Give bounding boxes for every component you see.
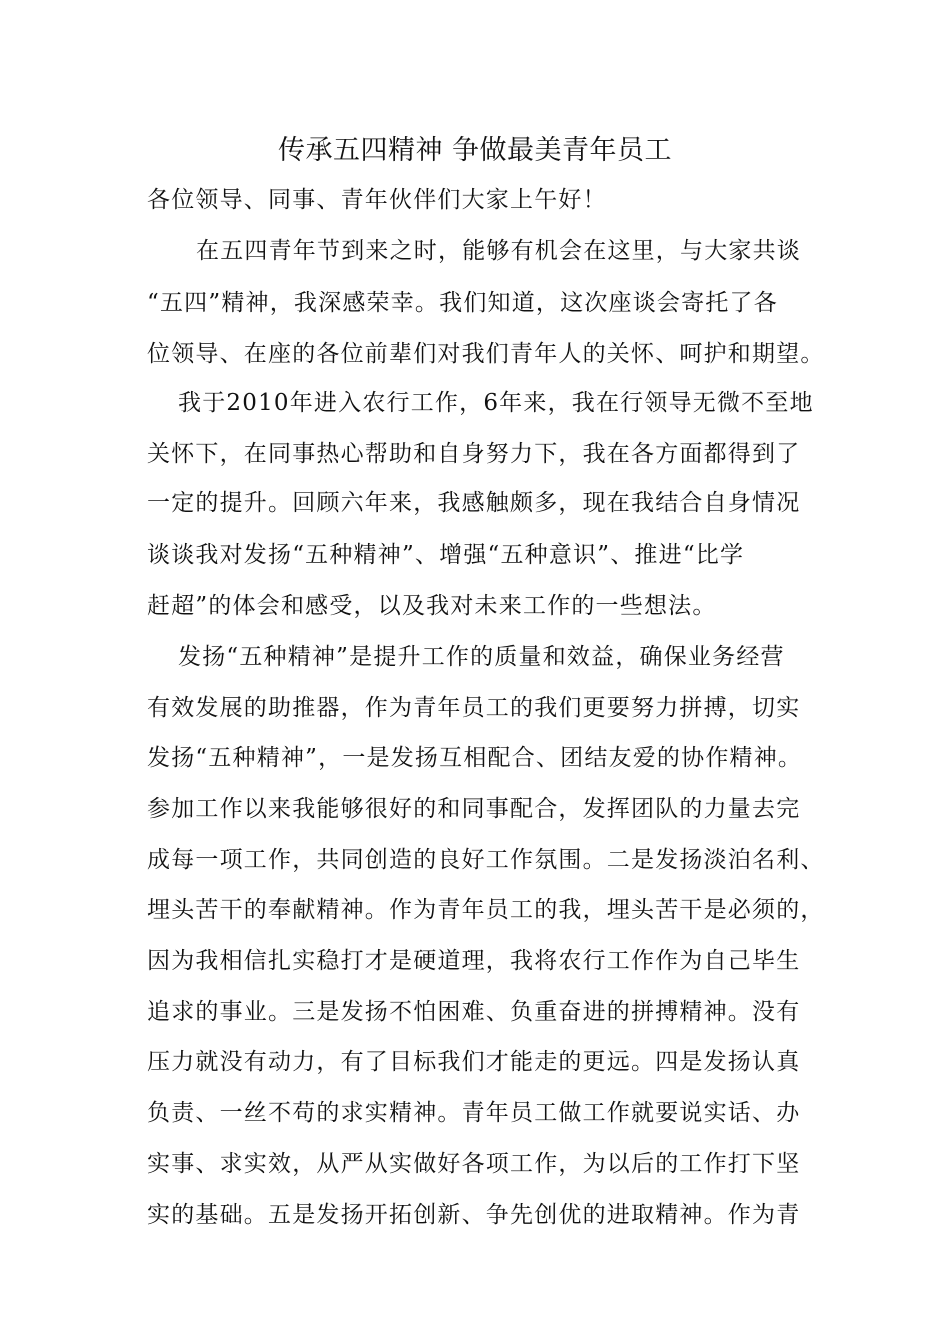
paragraph-line: 一定的提升。回顾六年来，我感触颇多，现在我结合自身情况 [147, 490, 801, 516]
paragraph-line: 埋头苦干的奉献精神。作为青年员工的我，埋头苦干是必须的， [147, 897, 825, 923]
paragraph-line: 我于2010年进入农行工作，6年来，我在行领导无微不至地 [178, 390, 814, 416]
paragraph-line: 有效发展的助推器，作为青年员工的我们更要努力拼搏，切实 [147, 695, 801, 721]
paragraph-line: 位领导、在座的各位前辈们对我们青年人的关怀、呵护和期望。 [147, 341, 825, 367]
greeting-line: 各位领导、同事、青年伙伴们大家上午好！ [147, 187, 607, 213]
document-title: 传承五四精神 争做最美青年员工 [277, 135, 673, 166]
paragraph-line: 成每一项工作，共同创造的良好工作氛围。二是发扬淡泊名利、 [147, 847, 825, 873]
paragraph-line: 实事、求实效，从严从实做好各项工作，为以后的工作打下坚 [147, 1151, 801, 1177]
paragraph-line: 负责、一丝不苟的求实精神。青年员工做工作就要说实话、办 [147, 1100, 801, 1126]
paragraph-line: 参加工作以来我能够很好的和同事配合，发挥团队的力量去完 [147, 796, 801, 822]
paragraph-line: “五四”精神，我深感荣幸。我们知道，这次座谈会寄托了各 [147, 290, 778, 316]
paragraph-line: 追求的事业。三是发扬不怕困难、负重奋进的拼搏精神。没有 [147, 999, 801, 1025]
paragraph-line: 因为我相信扎实稳打才是硬道理，我将农行工作作为自己毕生 [147, 948, 801, 974]
paragraph-line: 赶超”的体会和感受，以及我对未来工作的一些想法。 [147, 593, 717, 619]
paragraph-line: 发扬“五种精神”，一是发扬互相配合、团结友爱的协作精神。 [147, 745, 803, 771]
paragraph-line: 在五四青年节到来之时，能够有机会在这里，与大家共谈 [196, 238, 801, 264]
paragraph-line: 压力就没有动力，有了目标我们才能走的更远。四是发扬认真 [147, 1049, 801, 1075]
paragraph-line: 实的基础。五是发扬开拓创新、争先创优的进取精神。作为青 [147, 1202, 801, 1228]
paragraph-line: 谈谈我对发扬“五种精神”、增强“五种意识”、推进“比学 [147, 542, 745, 568]
paragraph-line: 发扬“五种精神”是提升工作的质量和效益，确保业务经营 [178, 644, 785, 670]
paragraph-line: 关怀下，在同事热心帮助和自身努力下，我在各方面都得到了 [147, 441, 801, 467]
